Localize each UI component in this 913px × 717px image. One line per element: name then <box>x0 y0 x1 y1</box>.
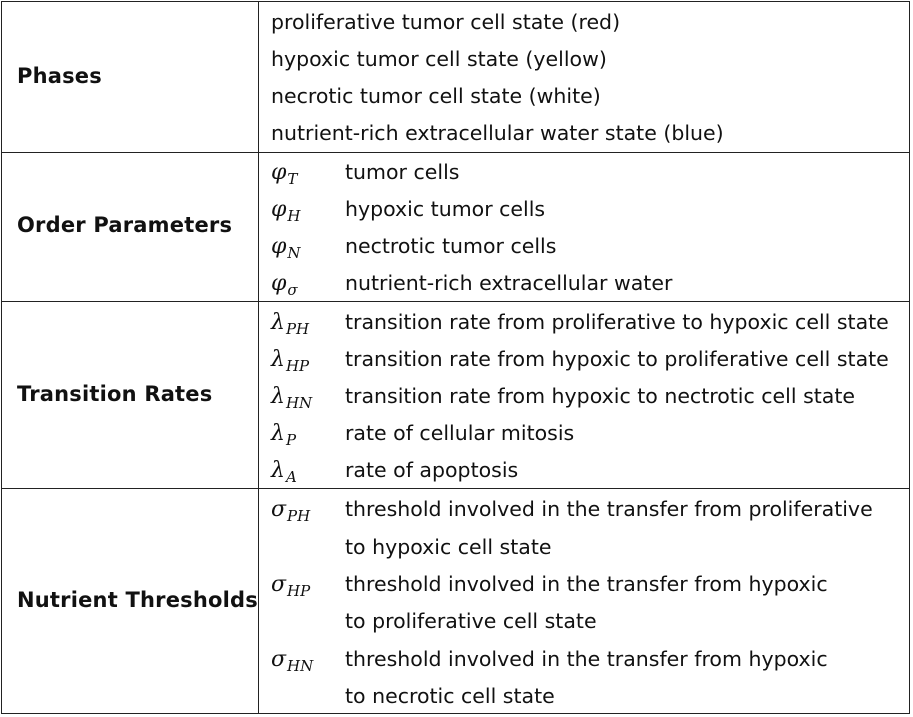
description: hypoxic tumor cells <box>345 197 546 221</box>
phase-item: necrotic tumor cell state (white) <box>271 84 601 108</box>
symbol: $\varphi_N$ <box>271 234 301 262</box>
description: rate of apoptosis <box>345 458 519 482</box>
description: threshold involved in the transfer from proliferative <box>345 497 873 521</box>
symbol: $\lambda_{PH}$ <box>271 310 310 338</box>
row-divider <box>2 301 909 302</box>
description: to proliferative cell state <box>345 609 597 633</box>
description: threshold involved in the transfer from hypoxic <box>345 647 828 671</box>
row-divider <box>2 152 909 153</box>
symbol: $\sigma_{PH}$ <box>271 497 311 525</box>
symbol: $\varphi_T$ <box>271 160 298 188</box>
description: transition rate from proliferative to hypoxic cell state <box>345 310 889 334</box>
order-parameters-heading: Order Parameters <box>17 213 233 237</box>
symbol: $\lambda_{HN}$ <box>271 384 313 412</box>
symbol: $\lambda_P$ <box>271 421 297 449</box>
description: nutrient-rich extracellular water <box>345 271 673 295</box>
description: to necrotic cell state <box>345 684 555 708</box>
symbol: $\sigma_{HP}$ <box>271 572 311 600</box>
description: tumor cells <box>345 160 460 184</box>
symbol: $\lambda_{HP}$ <box>271 347 310 375</box>
symbol: $\varphi_\sigma$ <box>271 271 298 299</box>
column-divider <box>258 2 259 713</box>
description: transition rate from hypoxic to nectrotic cell state <box>345 384 855 408</box>
symbol: $\sigma_{HN}$ <box>271 647 314 675</box>
phase-item: nutrient-rich extracellular water state (blue) <box>271 121 724 145</box>
nutrient-thresholds-heading: Nutrient Thresholds <box>17 588 258 612</box>
phases-heading: Phases <box>17 64 102 88</box>
phase-item: proliferative tumor cell state (red) <box>271 10 621 34</box>
description: to hypoxic cell state <box>345 535 552 559</box>
row-divider <box>2 488 909 489</box>
symbol: $\lambda_A$ <box>271 458 297 486</box>
phase-item: hypoxic tumor cell state (yellow) <box>271 47 607 71</box>
description: threshold involved in the transfer from hypoxic <box>345 572 828 596</box>
description: rate of cellular mitosis <box>345 421 575 445</box>
symbol: $\varphi_H$ <box>271 197 301 225</box>
transition-rates-heading: Transition Rates <box>17 382 213 406</box>
description: nectrotic tumor cells <box>345 234 557 258</box>
description: transition rate from hypoxic to proliferative cell state <box>345 347 889 371</box>
parameters-table <box>1 1 910 714</box>
